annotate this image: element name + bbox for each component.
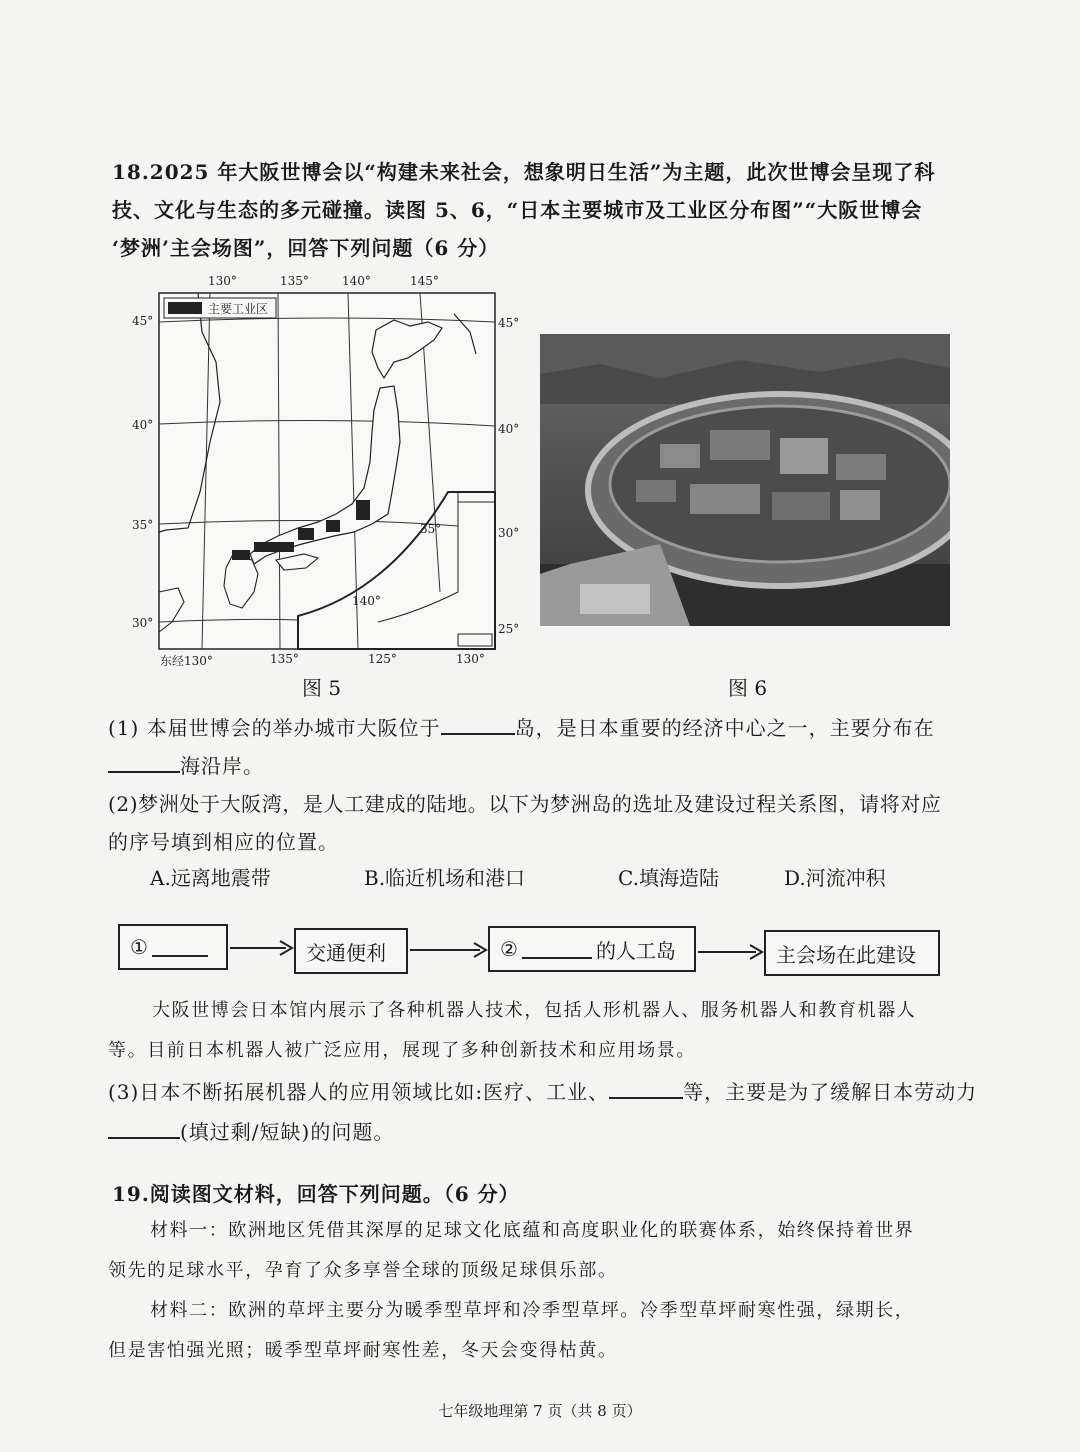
flow-box-2-label: 交通便利 (306, 940, 386, 965)
sub2-line-1: (2)梦洲处于大阪湾，是人工建成的陆地。以下为梦洲岛的选址及建设过程关系图，请将对应 (108, 792, 942, 816)
industrial-zone-hanshin (298, 528, 314, 540)
flow-blank-1[interactable] (152, 937, 208, 957)
flow-arrow-2 (410, 940, 488, 960)
sub3-blank-labor[interactable] (108, 1119, 180, 1139)
map-right-lat-25: 25° (498, 622, 520, 636)
flow-box-3 (488, 926, 696, 972)
map-inner-140: 140° (352, 594, 381, 608)
option-a: A.远离地震带 (150, 866, 271, 890)
expo-ring-photo (540, 334, 950, 626)
flow-box-3-suffix: 的人工岛 (595, 938, 676, 963)
sub3-line-2 (108, 1116, 394, 1145)
figure-5-map (130, 272, 520, 672)
sub1-blank-island[interactable] (441, 715, 515, 735)
figure-6-caption: 图 6 (728, 676, 768, 700)
sub3-text-b: 等，主要是为了缓解日本劳动力 (683, 1080, 978, 1104)
flow-box-3-prefix: ② (500, 937, 518, 961)
q19-title: 19.阅读图文材料，回答下列问题。（6 分） (112, 1182, 520, 1206)
map-left-lat-40: 40° (132, 418, 154, 432)
sub2-line-2: 的序号填到相应的位置。 (108, 830, 339, 854)
map-top-lon-130: 130° (208, 274, 237, 288)
sub1-line-2 (108, 750, 264, 779)
flow-arrow-1 (230, 938, 294, 958)
map-right-lat-45: 45° (498, 316, 520, 330)
q19-material-2-line-1: 材料二：欧洲的草坪主要分为暖季型草坪和冷季型草坪。冷季型草坪耐寒性强，绿期长， (150, 1300, 915, 1321)
flow-box-4 (764, 930, 940, 976)
passage-line-1: 大阪世博会日本馆内展示了各种机器人技术，包括人形机器人、服务机器人和教育机器人 (152, 1000, 917, 1021)
q18-line-1: 18.2025 年大阪世博会以“构建未来社会，想象明日生活”为主题，此次世博会呈现了科 (112, 160, 936, 184)
sub3-blank-field[interactable] (609, 1079, 683, 1099)
sub1-text-a: (1) 本届世博会的举办城市大阪位于 (108, 716, 441, 740)
map-top-lon-145: 145° (410, 274, 439, 288)
map-left-lat-35: 35° (132, 518, 154, 532)
sub3-text-c: (填过剩/短缺)的问题。 (180, 1120, 395, 1144)
map-bottom-lon-130b: 130° (456, 652, 485, 666)
flow-arrow-3 (698, 942, 764, 962)
figure-6-photo (540, 334, 950, 626)
map-top-lon-140: 140° (342, 274, 371, 288)
sub1-line-1 (108, 712, 935, 741)
map-inner-35: 35° (420, 522, 442, 536)
sub1-blank-sea[interactable] (108, 753, 180, 773)
option-b: B.临近机场和港口 (364, 866, 526, 890)
sub1-text-c: 海沿岸。 (180, 754, 264, 778)
industrial-zone-kanto (356, 500, 370, 520)
flow-box-2 (294, 928, 408, 974)
flow-box-1 (118, 924, 228, 970)
map-bottom-lon-125: 125° (368, 652, 397, 666)
option-c: C.填海造陆 (618, 866, 719, 890)
option-d: D.河流冲积 (784, 866, 886, 890)
q18-line-2: 技、文化与生态的多元碰撞。读图 5、6，“日本主要城市及工业区分布图”“大阪世博会 (112, 198, 923, 222)
map-legend-label: 主要工业区 (208, 302, 269, 316)
passage-line-2: 等。目前日本机器人被广泛应用，展现了多种创新技术和应用场景。 (108, 1040, 696, 1061)
q19-material-2-line-2: 但是害怕强光照；暖季型草坪耐寒性差，冬天会变得枯黄。 (108, 1340, 618, 1361)
map-right-lat-30: 30° (498, 526, 520, 540)
q18-line-3: ‘梦洲’主会场图”，回答下列问题（6 分） (112, 236, 500, 260)
japan-map-graphic (158, 292, 496, 650)
industrial-zone-chukyo (326, 520, 340, 532)
map-bottom-lon-135: 135° (270, 652, 299, 666)
industrial-zone-setouchi (254, 542, 294, 552)
q19-material-1-line-1: 材料一：欧洲地区凭借其深厚的足球文化底蕴和高度职业化的联赛体系，始终保持着世界 (150, 1220, 915, 1241)
map-right-lat-40: 40° (498, 422, 520, 436)
page-footer: 七年级地理第 7 页（共 8 页） (438, 1402, 642, 1420)
sub3-text-a: (3)日本不断拓展机器人的应用领域比如:医疗、工业、 (108, 1080, 610, 1104)
figure-5-caption: 图 5 (302, 676, 342, 700)
sub3-line-1 (108, 1076, 977, 1105)
map-left-lat-45: 45° (132, 314, 154, 328)
flow-box-1-label: ① (130, 935, 148, 959)
flow-box-4-label: 主会场在此建设 (776, 942, 916, 967)
map-top-lon-135: 135° (280, 274, 309, 288)
industrial-zone-kitakyushu (232, 550, 250, 560)
flow-blank-2[interactable] (522, 939, 592, 959)
sub1-text-b: 岛，是日本重要的经济中心之一，主要分布在 (514, 716, 935, 740)
map-bottom-lon-130: 东经130° (160, 654, 213, 668)
map-left-lat-30: 30° (132, 616, 154, 630)
q19-material-1-line-2: 领先的足球水平，孕育了众多享誉全球的顶级足球俱乐部。 (108, 1260, 618, 1281)
